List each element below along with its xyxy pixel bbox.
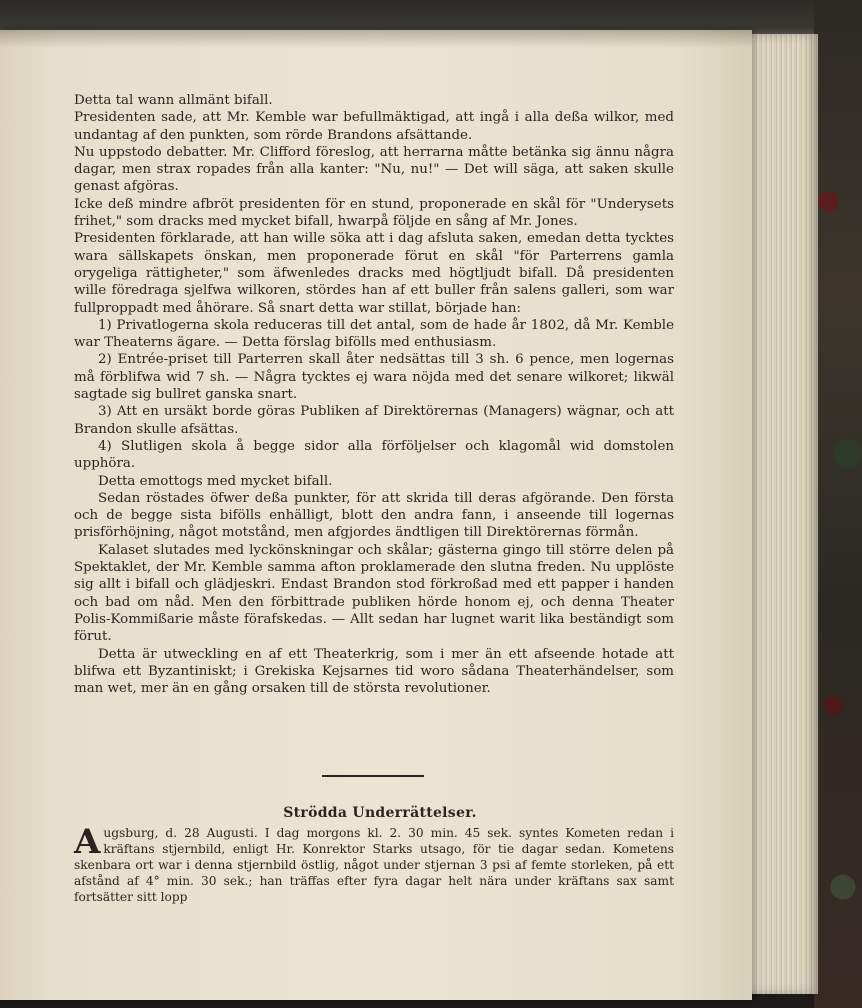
paragraph: Detta är utweckling en af ett Theaterkrig, som i mer än ett afseende hotade att blifwa ett Byzantiniskt; i Grekiska Kejsarnes tid woro sådana Theaterhändelser, som man wet, mer än en gång orsaken till de största revolutioner.: [74, 646, 674, 697]
section-divider: [322, 775, 424, 777]
paragraph: Detta tal wann allmänt bifall.: [74, 93, 273, 108]
paragraph: Nu uppstodo debatter. Mr. Clifford föreslog, att herrarna måtte betänka sig ännu några dagar, men strax ropades från alla kanter: "Nu, nu!" — Det will säga, att saken skulle genast afgöras.: [74, 144, 674, 195]
news-paragraph: [74, 822, 674, 905]
paragraph: Sedan röstades öfwer deßa punkter, för att skrida till deras afgörande. Den första och de begge sista bifölls enhälligt, blott den andra fann, i anseende till logernas prisförhöjning, något motstånd, men afgjordes ändtligen till Direktörernas förmån.: [74, 490, 674, 541]
paragraph: Presidenten sade, att Mr. Kemble war befullmäktigad, att ingå i alla deßa wilkor, med undantag af den punkten, som rörde Brandons afsättande.: [74, 110, 674, 143]
section-heading: Strödda Underrättelser.: [283, 805, 477, 821]
article-body: [74, 92, 674, 697]
book-page: [0, 30, 752, 1000]
paragraph-item-4: 4) Slutligen skola å begge sidor alla förföljelser och klagomål wid domstolen upphöra.: [74, 438, 674, 472]
paragraph: Detta emottogs med mycket bifall.: [98, 473, 333, 489]
paragraph: Presidenten förklarade, att han wille söka att i dag afsluta saken, emedan detta tycktes wara sällskapets önskan, men proponerade förut en skål "för Parterrens gamla orygeliga rättigheter," som äfwenledes dracks med högtljudt bifall. Då presidenten wille föredraga sjelfwa wilkoren, stördes han af ett buller från salens galleri, som war fullproppadt med åhörare. Så snart detta war stillat, började han:: [74, 231, 674, 316]
paragraph: Icke deß mindre afbröt presidenten för en stund, proponerade en skål för "Underysets frihet," som dracks med mycket bifall, hwarpå följde en sång af Mr. Jones.: [74, 196, 674, 230]
paragraph-item-3: 3) Att en ursäkt borde göras Publiken af Direktörernas (Managers) wägnar, och att Brandon skulle afsättas.: [74, 404, 674, 437]
marbled-board: [814, 0, 862, 1008]
news-text: ugsburg, d. 28 Augusti. I dag morgons kl. 2. 30 min. 45 sek. syntes Kometen redan i kräftans stjernbild, enligt Hr. Konrektor Starks utsago, för tie dagar sedan. Kometens skenbara ort war i denna stjernbild östlig, något under stjernan 3 psi af femte storleken, på ett afstånd af 4° min. 30 sek.; han träffas efter fyra dagar helt nära under kräftans sax samt fortsätter sitt lopp: [74, 826, 674, 904]
paragraph-item-1: 1) Privatlogerna skola reduceras till det antal, som de hade år 1802, då Mr. Kemble war Theaterns ägare. — Detta förslag bifölls med enthusiasm.: [74, 317, 674, 351]
drop-cap: A: [74, 822, 101, 862]
paragraph: Kalaset slutades med lyckönskningar och skålar; gästerna gingo till större delen på Spektaklet, der Mr. Kemble samma afton proklamerade den slutna freden. Nu upplöste sig allt i bifall och glädjeskri. Endast Brandon stod förkroßad med ett papper i handen och bad om nåd. Men den förbittrade publiken hörde honom ej, och denna Theater Polis-Kommißarie måste förafskedas. — Allt sedan har lugnet warit lika beständigt som förut.: [74, 542, 674, 645]
paragraph-item-2: 2) Entrée-priset till Parterren skall åter nedsättas till 3 sh. 6 pence, men logernas må förblifwa wid 7 sh. — Några tycktes ej wara nöjda med det senare wilkoret; likwäl sagtade sig bullret ganska snart.: [74, 352, 674, 403]
